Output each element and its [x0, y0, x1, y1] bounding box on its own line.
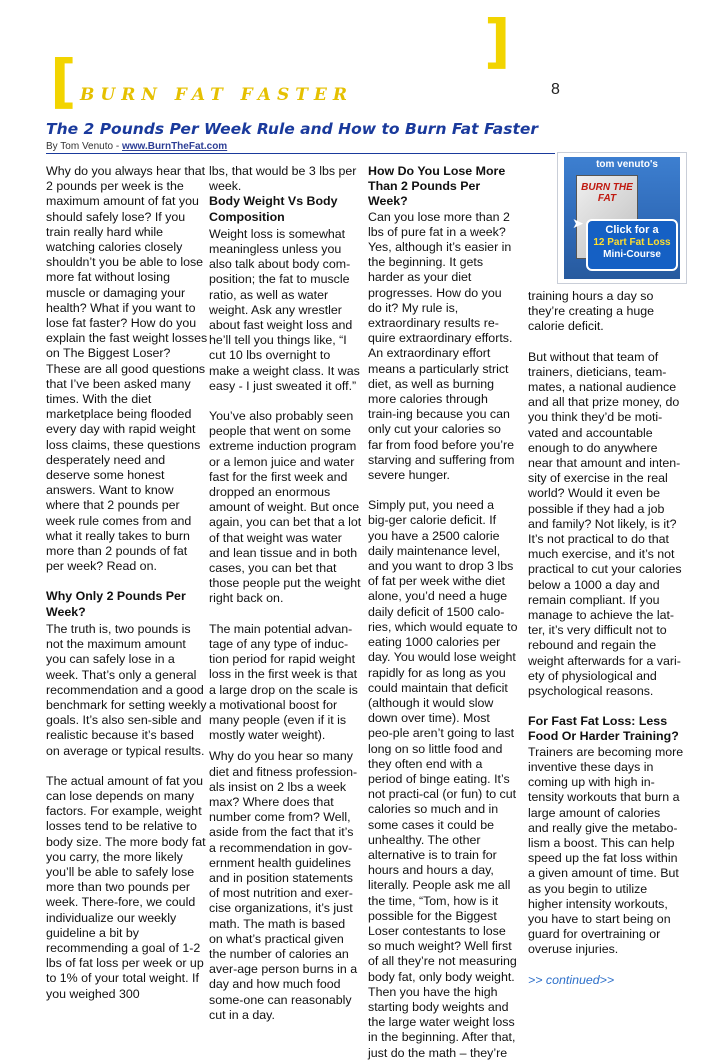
- paragraph: Why do you always hear that 2 pounds per week is the maximum amount of fat you should safely lose? If you train really hard while watching calories closely shouldn’t you be able to lose more fat without losing muscle or damaging your health? What if you want to lose fat faster? How do you explain the fast weight losses on The Biggest Loser? These are all good questions that I’ve been asked many times. With the diet marketplace being flooded every day with rapid weight loss claims, these questions desperately need and deserve some honest answers. Want to know where that 2 pounds per week rule comes from and what it really takes to burn more than 2 pounds of fat per week? Read on.: [46, 164, 208, 574]
- byline-site-link[interactable]: www.BurnTheFat.com: [122, 141, 228, 152]
- continued-link[interactable]: >> continued>>: [528, 972, 615, 987]
- byline: [46, 141, 227, 152]
- page-number: 8: [551, 81, 560, 98]
- paragraph: Weight loss is somewhat meaningless unless you also talk about body com-position; the fat to muscle ratio, as well as water weight. Ask any wrestler about fast weight loss and he’ll tell you things like, “I cut 10 lbs overnight to make a weight class. It was easy - I just sweated it off.”: [209, 226, 360, 393]
- paragraph: lbs, that would be 3 lbs per week.: [209, 164, 357, 194]
- left-bracket-ornament: [: [50, 47, 77, 115]
- paragraph: You’ve also probably seen people that went on some extreme induction program or a lemon juice and water fast for the first week and dropped an enormous amount of weight. But once again, you can bet that a lot of that weight was water and lean tissue and in both cases, you can bet that those people put the weight right back on.: [209, 409, 362, 606]
- paragraph: The actual amount of fat you can lose depends on many factors. For example, weight losses tend to be relative to body size. The more body fat you carry, the more likely you’ll be able to safely lose more than two pounds per week. There-fore, we could individualize our weekly guideline a bit by recommending a goal of 1-2 lbs of fat loss per week or up to 1% of your total weight. If you weighed 300: [46, 773, 206, 1001]
- ad-offer-sub: Mini-Course: [603, 249, 661, 260]
- ad-click-text: Click for a: [605, 224, 659, 236]
- ad-banner[interactable]: [557, 152, 687, 284]
- column-1: [46, 164, 208, 1002]
- paragraph: But without that team of trainers, dieticians, team-mates, a national audience and all that prize money, do you think they’d be moti-vated and accountable enough to do anywhere near that amount and inten-sity of exercise in the real world? Would it even be possible if they had a job and family? Not likely, is it? It’s not practical to do that much exercise, and it’s not practical to cut your calories below a 1000 a day and remain compliant. If you manage to achieve the lat-ter, it’s very difficult not to rebound and regain the weight afterwards for a vari-ety of physiological and psychological reasons.: [528, 349, 682, 699]
- title-rule: [46, 153, 555, 154]
- cursor-icon: ➤: [572, 215, 584, 231]
- paragraph: The main potential advan-tage of any type of induc-tion period for rapid weight loss in the first week is that a large drop on the scale is a motivational boost for many people (even if it is mostly water weight).: [209, 621, 358, 743]
- ad-offer: 12 Part Fat Loss: [593, 237, 671, 248]
- ad-book-title: BURN THE FAT: [581, 182, 633, 204]
- column-3: [368, 164, 518, 1061]
- section-heading: How Do You Lose More Than 2 Pounds Per Week?: [368, 164, 506, 209]
- paragraph: Can you lose more than 2 lbs of pure fat in a week? Yes, although it’s easier in the beginning. It gets harder as your diet progresses. How do you do it? My rule is, extraordinary results re-quire extraordinary efforts. An extraordinary effort means a particularly strict diet, as well as burning more calories through train-ing because you can only cut your calories so far from food before you’re starving and suffering from severe hunger.: [368, 209, 515, 483]
- ad-image[interactable]: [564, 157, 680, 279]
- paragraph: Why do you hear so many diet and fitness profession-als insist on 2 lbs a week max? Where does that number come from? Well, aside from the fact that it’s a recommendation in gov-ernment health guidelines and in position statements of most nutrition and exer-cise organizations, it’s just math. The math is based on what’s practical given the number of calories an aver-age person burns in a day and how much food some-one can reasonably cut in a day.: [209, 749, 358, 1022]
- column-2: [209, 164, 362, 1023]
- byline-separator: -: [115, 141, 120, 152]
- paragraph: training hours a day so they’re creating a huge calorie deficit.: [528, 289, 655, 334]
- section-heading: For Fast Fat Loss: Less Food Or Harder Training?: [528, 714, 679, 744]
- paragraph: Trainers are becoming more inventive these days in coming up with high in-tensity workouts that burn a large amount of calories and really give the metabo-lism a boost. This can help speed up the fat loss within a given amount of time. But as you begin to utilize higher intensity workouts, you have to start being on guard for overtraining or overuse injuries.: [528, 744, 684, 957]
- section-heading: Why Only 2 Pounds Per Week?: [46, 589, 186, 619]
- paragraph: The truth is, two pounds is not the maximum amount you can safely lose in a week. That’s only a general recommendation and a good benchmark for setting weekly goals. It’s also sen-sible and realistic because it’s based on average or typical results.: [46, 621, 207, 758]
- ad-click-badge[interactable]: [586, 219, 678, 271]
- column-4: [528, 289, 684, 988]
- header-brand: BURN FAT FASTER: [80, 85, 353, 105]
- section-heading: Body Weight Vs Body Composition: [209, 194, 338, 224]
- article-title: The 2 Pounds Per Week Rule and How to Burn Fat Faster: [46, 120, 539, 138]
- paragraph: Simply put, you need a big-ger calorie deficit. If you have a 2500 calorie daily maintenance level, and you want to drop 3 lbs of fat per week withe diet alone, you’d need a huge daily deficit of 1500 calo-ries, which would equate to eating 1000 calories per day. You would lose weight rapidly for as long as you could maintain that deficit (although it would slow down over time). Most peo-ple aren’t going to last long on so little food and they often end with a period of binge eating. It’s not practi-cal (or fun) to cut calories so much and in some cases it could be unhealthy. The other alternative is to train for hours and hours a day, literally. People ask me all the time, “Tom, how is it possible for the Biggest Loser contestants to lose so much weight? Well first of all they’re not measuring body fat, only body weight. Then you have the high starting body weights and the large water weight loss in the beginning. After that, just do the math – they’re: [368, 498, 518, 1060]
- right-bracket-ornament: ]: [484, 7, 511, 75]
- byline-author: By Tom Venuto: [46, 141, 114, 152]
- ad-author: tom venuto's: [596, 159, 658, 170]
